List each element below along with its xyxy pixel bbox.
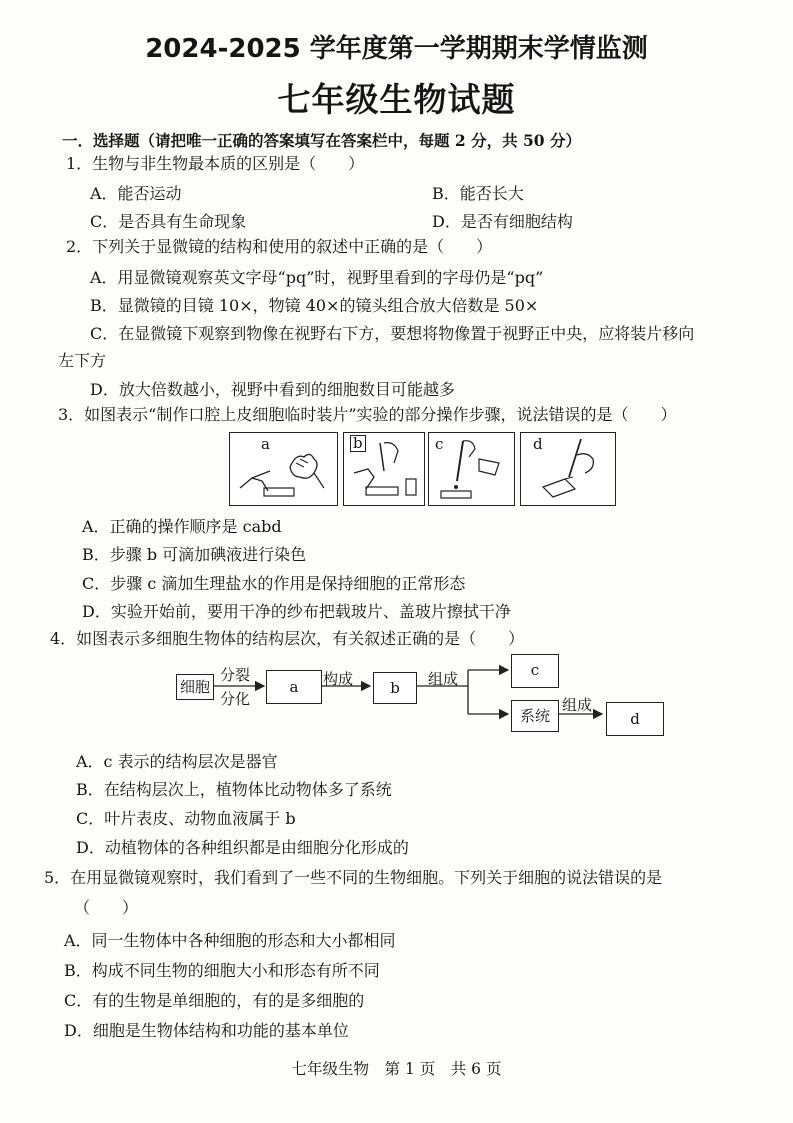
figure-panel-a	[229, 432, 338, 506]
question-4-stem: 4．如图表示多细胞生物体的结构层次，有关叙述正确的是（ ）	[50, 629, 525, 648]
question-5-option-c: C．有的生物是单细胞的，有的是多细胞的	[64, 991, 365, 1010]
saline-dropping-illustration	[429, 433, 514, 505]
page-footer: 七年级生物 第 1 页 共 6 页	[291, 1060, 502, 1078]
toothpick-scraping-illustration	[230, 433, 337, 505]
diagram-node-a: a	[266, 670, 322, 704]
question-1-option-a: A．能否运动	[90, 184, 182, 203]
question-1-option-d: D．是否有细胞结构	[432, 212, 573, 231]
question-4-option-d: D．动植物体的各种组织都是由细胞分化形成的	[76, 838, 409, 857]
diagram-node-cell: 细胞	[176, 674, 214, 700]
coverslip-placing-illustration	[521, 433, 615, 505]
question-5-stem-blank: （ ）	[74, 898, 139, 917]
question-4-option-b: B．在结构层次上，植物体比动物体多了系统	[76, 780, 392, 799]
question-2-option-d: D．放大倍数越小，视野中看到的细胞数目可能越多	[90, 380, 455, 399]
question-2-option-b: B．显微镜的目镜 10×，物镜 40×的镜头组合放大倍数是 50×	[90, 296, 539, 315]
question-3-stem: 3．如图表示“制作口腔上皮细胞临时装片”实验的部分操作步骤，说法错误的是（ ）	[58, 405, 677, 424]
figure-label-b: b	[350, 435, 366, 452]
figure-label-d: d	[533, 435, 543, 453]
exam-title: 2024-2025 学年度第一学期期末学情监测	[145, 34, 648, 64]
question-3-figure	[229, 432, 617, 510]
diagram-node-system: 系统	[511, 700, 559, 732]
question-5-option-d: D．细胞是生物体结构和功能的基本单位	[64, 1021, 349, 1040]
diagram-label-compose-2: 组成	[428, 670, 459, 688]
section-heading: 一．选择题（请把唯一正确的答案填写在答案栏中，每题 2 分，共 50 分）	[62, 131, 581, 150]
question-1-option-b: B．能否长大	[432, 184, 524, 203]
diagram-node-c: c	[511, 654, 559, 688]
diagram-label-differentiate: 分化	[220, 690, 251, 708]
question-2-stem: 2．下列关于显微镜的结构和使用的叙述中正确的是（ ）	[66, 237, 493, 256]
dropper-adding-liquid-illustration	[344, 433, 424, 505]
question-2-option-c-continued: 左下方	[58, 351, 107, 370]
exam-subtitle: 七年级生物试题	[277, 80, 516, 119]
diagram-node-b: b	[373, 672, 417, 704]
figure-panel-b	[343, 432, 425, 506]
question-4-option-c: C．叶片表皮、动物血液属于 b	[76, 809, 296, 828]
question-4-option-a: A．c 表示的结构层次是器官	[76, 752, 278, 771]
question-1-option-c: C．是否具有生命现象	[90, 212, 247, 231]
question-3-option-b: B．步骤 b 可滴加碘液进行染色	[82, 545, 307, 564]
question-3-option-c: C．步骤 c 滴加生理盐水的作用是保持细胞的正常形态	[82, 574, 466, 593]
question-5-option-a: A．同一生物体中各种细胞的形态和大小都相同	[64, 931, 396, 950]
question-5-stem: 5．在用显微镜观察时，我们看到了一些不同的生物细胞。下列关于细胞的说法错误的是	[44, 868, 663, 887]
question-3-option-a: A．正确的操作顺序是 cabd	[82, 517, 282, 536]
figure-label-a: a	[261, 435, 270, 453]
question-1-stem: 1．生物与非生物最本质的区别是（ ）	[66, 154, 365, 173]
figure-panel-c	[428, 432, 515, 506]
diagram-label-split: 分裂	[220, 666, 251, 684]
diagram-node-d: d	[606, 702, 664, 736]
question-5-option-b: B．构成不同生物的细胞大小和形态有所不同	[64, 961, 380, 980]
question-2-option-a: A．用显微镜观察英文字母“pq”时，视野里看到的字母仍是“pq”	[90, 268, 544, 287]
question-4-diagram	[170, 648, 670, 743]
figure-panel-d	[520, 432, 616, 506]
question-2-option-c: C．在显微镜下观察到物像在视野右下方，要想将物像置于视野正中央，应将装片移向	[90, 324, 695, 343]
figure-label-c: c	[435, 435, 444, 453]
diagram-label-compose-1: 构成	[323, 670, 354, 688]
question-3-option-d: D．实验开始前，要用干净的纱布把载玻片、盖玻片擦拭干净	[82, 602, 511, 621]
diagram-label-compose-3: 组成	[562, 696, 593, 714]
